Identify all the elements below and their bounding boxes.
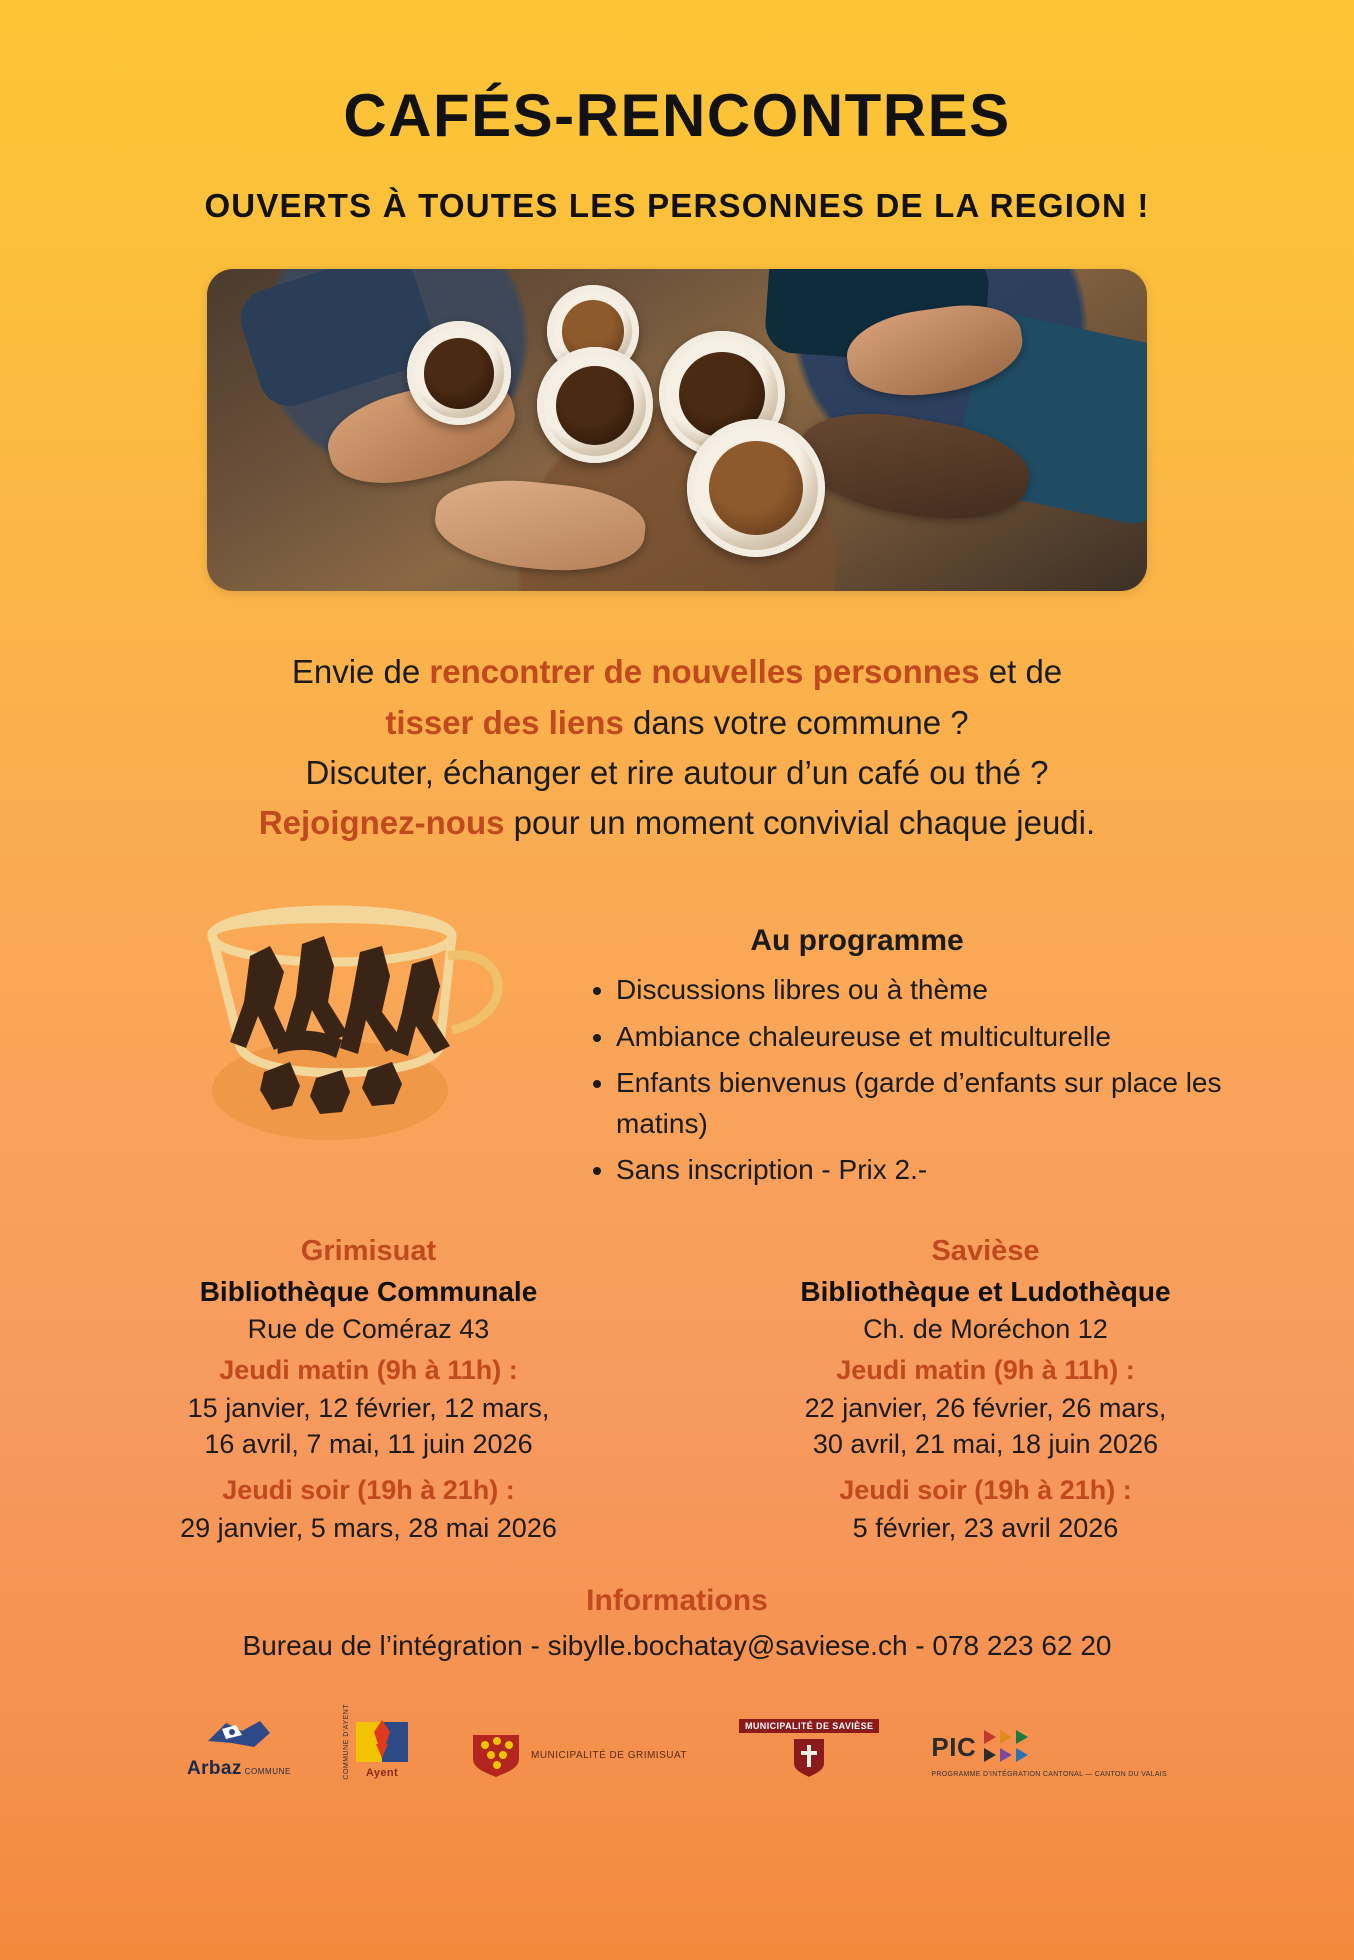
programme-section — [60, 894, 1294, 1197]
intro-line-4-part-2: pour un moment convivial chaque jeudi. — [504, 803, 1096, 841]
photo-cup — [537, 347, 653, 463]
intro-text — [152, 647, 1202, 848]
location-slot-evening-dates — [677, 1510, 1294, 1546]
logo-arbaz — [187, 1715, 291, 1780]
location-venue: Bibliothèque et Ludothèque — [800, 1275, 1171, 1307]
location-slot-morning-label: Jeudi matin (9h à 11h) : — [219, 1354, 518, 1385]
location-slot-evening-label: Jeudi soir (19h à 21h) : — [839, 1474, 1132, 1505]
location-slot-morning-label: Jeudi matin (9h à 11h) : — [836, 1354, 1135, 1385]
location-city: Savièse — [931, 1234, 1040, 1267]
location-saviese — [677, 1235, 1294, 1558]
programme-list-block — [520, 894, 1294, 1197]
intro-highlight-2: tisser des liens — [385, 703, 624, 741]
logo-sublabel: COMMUNE — [244, 1767, 291, 1777]
intro-line-4 — [152, 798, 1202, 848]
logo-label: MUNICIPALITÉ DE GRIMISUAT — [530, 1749, 688, 1761]
intro-line-1-part-3: et de — [979, 653, 1063, 691]
informations-contact: Bureau de l’intégration - sibylle.bochatay@saviese.ch - 078 223 62 20 — [242, 1630, 1112, 1662]
dates-line: 5 février, 23 avril 2026 — [852, 1512, 1119, 1543]
partner-logos — [60, 1704, 1294, 1780]
programme-list — [570, 970, 1294, 1191]
dates-line: 15 janvier, 12 février, 12 mars, — [187, 1392, 550, 1423]
page-subtitle: OUVERTS À TOUTES LES PERSONNES DE LA REGION ! — [204, 187, 1150, 225]
intro-line-2 — [152, 698, 1202, 748]
location-slot-morning-dates — [60, 1390, 677, 1463]
list-item: • Ambiance chaleureuse et multiculturelle — [616, 1017, 1294, 1058]
pic-arrows-icon — [982, 1728, 1032, 1768]
intro-line-1-part-1: Envie de — [291, 653, 430, 691]
ayent-crest-icon — [354, 1714, 410, 1764]
cup-people-icon — [190, 894, 520, 1174]
locations-section — [60, 1235, 1294, 1558]
intro-highlight-3: Rejoignez-nous — [258, 803, 505, 841]
intro-highlight-1: rencontrer de nouvelles personnes — [429, 653, 980, 691]
page-title: CAFÉS-RENCONTRES — [343, 82, 1011, 150]
location-venue: Bibliothèque Communale — [199, 1275, 538, 1307]
location-slot-morning-dates — [677, 1390, 1294, 1463]
dates-line: 30 avril, 21 mai, 18 juin 2026 — [812, 1429, 1159, 1460]
poster — [0, 40, 1354, 1960]
location-city: Grimisuat — [300, 1234, 437, 1267]
informations-heading: Informations — [586, 1584, 768, 1618]
list-item: • Discussions libres ou à thème — [616, 970, 1294, 1011]
intro-line-2-part-2: dans votre commune ? — [623, 703, 969, 741]
dates-line: 29 janvier, 5 mars, 28 mai 2026 — [180, 1512, 557, 1543]
logo-grimisuat — [469, 1731, 687, 1780]
photo-cup — [687, 419, 825, 557]
logo-sublabel: PROGRAMME D'INTÉGRATION CANTONAL — CANTON DU VALAIS — [931, 1771, 1168, 1779]
logo-sublabel: COMMUNE D'AYENT — [342, 1704, 350, 1780]
logo-label: Arbaz — [186, 1758, 242, 1780]
location-slot-evening-label: Jeudi soir (19h à 21h) : — [222, 1474, 515, 1505]
dates-line: 22 janvier, 26 février, 26 mars, — [804, 1392, 1167, 1423]
logo-pic — [931, 1728, 1167, 1780]
intro-line-3: Discuter, échanger et rire autour d’un café ou thé ? — [305, 753, 1049, 791]
logo-label: MUNICIPALITÉ DE SAVIÈSE — [739, 1719, 879, 1733]
arbaz-crest-icon — [202, 1715, 276, 1755]
hero-photo — [207, 269, 1147, 591]
photo-coffee-hands — [207, 269, 1147, 591]
location-address: Ch. de Moréchon 12 — [863, 1313, 1108, 1344]
programme-heading: Au programme — [750, 924, 964, 957]
photo-hand — [431, 473, 649, 580]
logo-ayent — [343, 1704, 417, 1780]
photo-cup — [407, 321, 511, 425]
logo-label: PIC — [931, 1732, 977, 1763]
dates-line: 16 avril, 7 mai, 11 juin 2026 — [204, 1429, 533, 1460]
logo-label: Ayent — [365, 1767, 399, 1780]
location-grimisuat — [60, 1235, 677, 1558]
intro-line-1 — [152, 647, 1202, 697]
logo-saviese — [739, 1721, 879, 1780]
location-slot-evening-dates — [60, 1510, 677, 1546]
list-item: • Enfants bienvenus (garde d’enfants sur place les matins) — [616, 1063, 1294, 1144]
location-address: Rue de Coméraz 43 — [247, 1313, 490, 1344]
saviese-shield-icon — [792, 1737, 826, 1777]
cup-people-logo — [190, 894, 520, 1174]
grimisuat-crest-icon — [469, 1731, 523, 1777]
list-item: • Sans inscription - Prix 2.- — [616, 1150, 1294, 1191]
